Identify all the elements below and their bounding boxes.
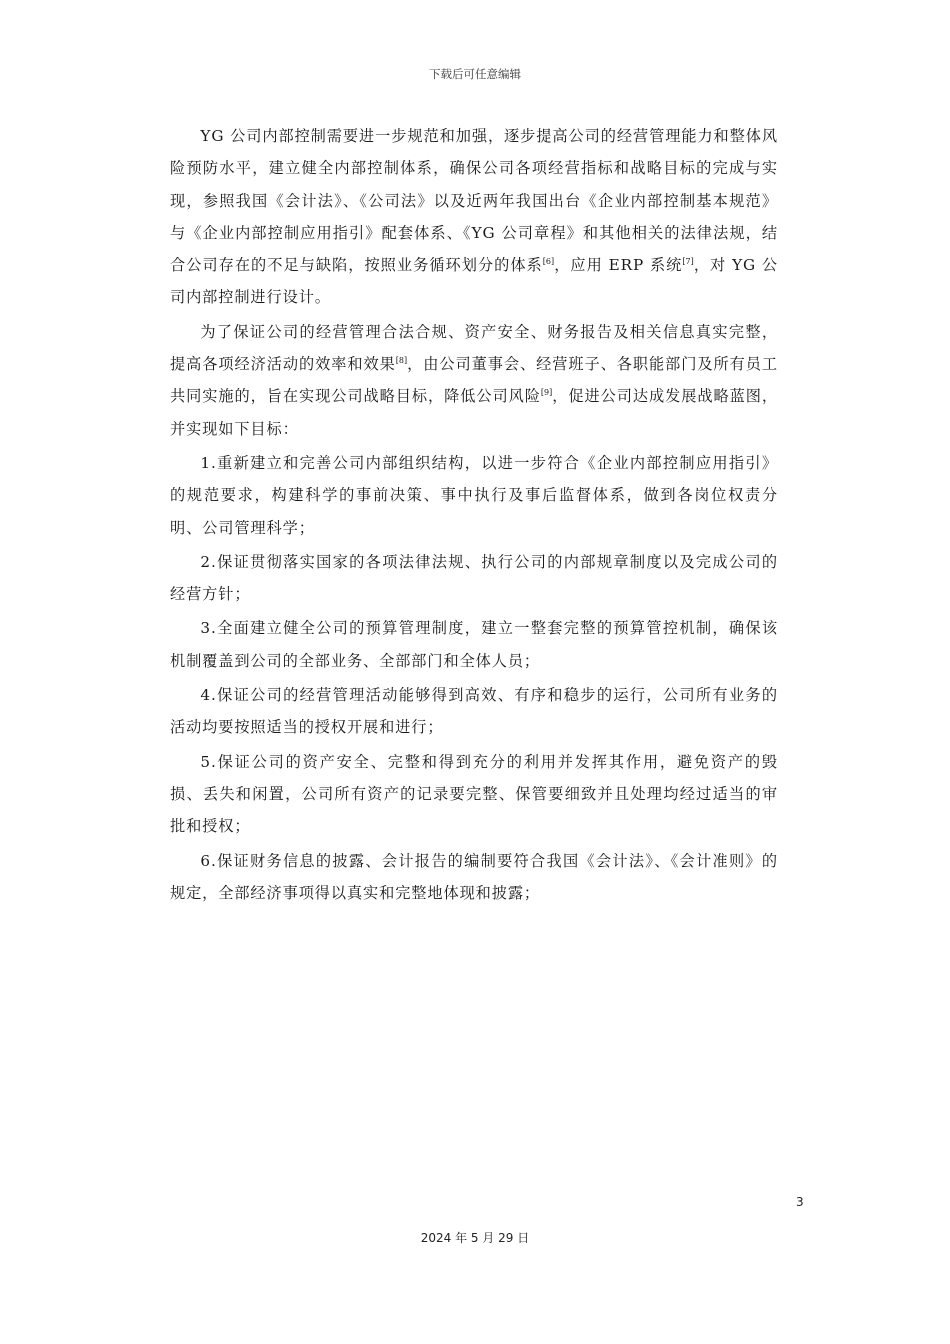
paragraph-intro-text-2: ，应用 ERP 系统 — [554, 256, 683, 275]
citation-ref: [8] — [395, 356, 408, 366]
paragraph-purpose-text-2: ，由公司董事会、经营班子、各职能部门及所有员工共同实施的，旨在实现公司战略目标，降低公司风险 — [170, 355, 778, 406]
goal-item-6: 6.保证财务信息的披露、会计报告的编制要符合我国《会计法》、《会计准则》的规定，全部经济事项得以真实和完整地体现和披露； — [170, 851, 778, 902]
paragraph-purpose — [170, 316, 778, 445]
goal-item-4: 4.保证公司的经营管理活动能够得到高效、有序和稳步的运行，公司所有业务的活动均要按照适当的授权开展和进行； — [170, 686, 778, 737]
page-number: 3 — [796, 1195, 804, 1209]
citation-ref: [6] — [542, 257, 555, 267]
paragraph-purpose-text-3: ，促进公司达成发展战略蓝图，并实现如下目标： — [170, 387, 778, 438]
citation-ref: [9] — [540, 388, 553, 398]
goal-item-5: 5.保证公司的资产安全、完整和得到充分的利用并发挥其作用，避免资产的毁损、丢失和闲置，公司所有资产的记录要完整、保管要细致并且处理均经过适当的审批和授权； — [170, 752, 778, 836]
goal-item-3: 3.全面建立健全公司的预算管理制度，建立一整套完整的预算管控机制，确保该机制覆盖到公司的全部业务、全部部门和全体人员； — [170, 619, 778, 670]
paragraph-intro-text: YG 公司内部控制需要进一步规范和加强，逐步提高公司的经营管理能力和整体风险预防水平，建立健全内部控制体系，确保公司各项经营指标和战略目标的完成与实现，参照我国《会计法》、《公司法》以及近两年我国出台《企业内部控制基本规范》与《企业内部控制应用指引》配套体系、《YG 公司章程》和其他相关的法律法规，结合公司存在的不足与缺陷，按照业务循环划分的体系 — [170, 127, 778, 275]
goal-item-1: 1.重新建立和完善公司内部组织结构，以进一步符合《企业内部控制应用指引》的规范要求，构建科学的事前决策、事中执行及事后监督体系，做到各岗位权责分明、公司管理科学； — [170, 453, 778, 537]
paragraph-intro-text-3: ，对 YG 公司内部控制进行设计。 — [170, 256, 779, 307]
page-header: 下载后可任意编辑 — [429, 67, 521, 81]
citation-ref: [7] — [682, 257, 694, 267]
footer-date: 2024 年 5 月 29 日 — [420, 1231, 530, 1245]
goal-item-2: 2.保证贯彻落实国家的各项法律法规、执行公司的内部规章制度以及完成公司的经营方针； — [170, 552, 778, 604]
document-body — [170, 120, 778, 911]
paragraph-purpose-text: 为了保证公司的经营管理合法合规、资产安全、财务报告及相关信息真实完整，提高各项经济活动的效率和效果 — [170, 322, 778, 374]
paragraph-intro — [170, 120, 778, 314]
